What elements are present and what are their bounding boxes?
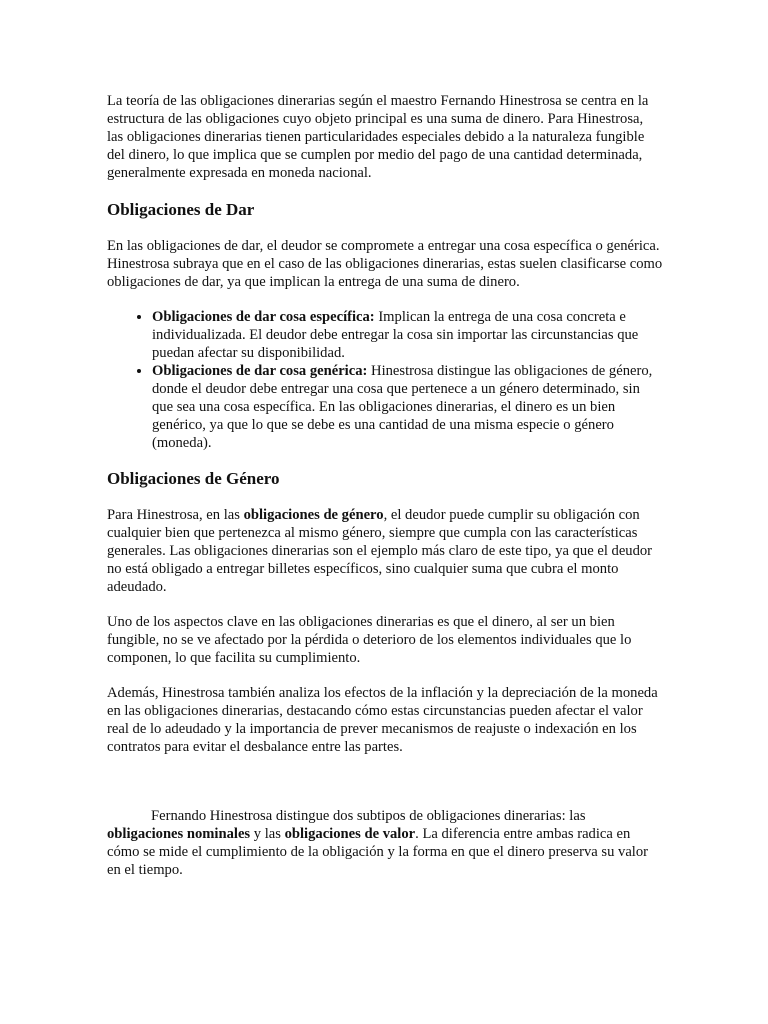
bullet-term: Obligaciones de dar cosa específica:	[152, 309, 375, 325]
text-run: . La diferencia entre ambas radica en cómo se mide el cumplimiento de la obligación y la forma en que el dinero preserva su valor en el tiempo.	[107, 826, 649, 878]
bold-term: obligaciones nominales	[107, 826, 251, 842]
bullet-term: Obligaciones de dar cosa genérica:	[152, 363, 368, 379]
text-run: Fernando Hinestrosa distingue dos subtipos de obligaciones dinerarias: las	[151, 808, 586, 824]
blank-space	[107, 773, 663, 807]
text-run: y las	[250, 826, 285, 842]
dar-paragraph: En las obligaciones de dar, el deudor se compromete a entregar una cosa específica o genérica. Hinestrosa subraya que en el caso de las obligaciones dinerarias, estas suelen clasificarse como obligaciones de dar, ya que implican la entrega de una suma de dinero.	[107, 238, 663, 290]
bold-term: obligaciones de género	[243, 507, 384, 523]
list-item	[152, 308, 663, 362]
text-run: Para Hinestrosa, en las	[107, 507, 244, 523]
heading-obligaciones-de-genero: Obligaciones de Género	[107, 469, 280, 488]
genero-paragraph-2: Uno de los aspectos clave en las obligaciones dinerarias es que el dinero, al ser un bien fungible, no se ve afectado por la pérdida o deterioro de los elementos individuales que lo componen, lo que facilita su cumplimiento.	[107, 614, 632, 666]
bold-term: obligaciones de valor	[284, 826, 416, 842]
genero-paragraph-1	[107, 506, 663, 596]
genero-paragraph-3: Además, Hinestrosa también analiza los efectos de la inflación y la depreciación de la moneda en las obligaciones dinerarias, destacando cómo estas circunstancias pueden afectar el valor real de lo adeudado y la importancia de prever mecanismos de reajuste o indexación en los contratos para evitar el desbalance entre las partes.	[107, 685, 658, 755]
list-item	[152, 362, 663, 452]
intro-paragraph: La teoría de las obligaciones dinerarias según el maestro Fernando Hinestrosa se centra en la estructura de las obligaciones cuyo objeto principal es una suma de dinero. Para Hinestrosa, las obligaciones dinerarias tienen particularidades especiales debido a la naturaleza fungible del dinero, lo que implica que se cumplen por medio del pago de una cantidad determinada, generalmente expresada en moneda nacional.	[107, 93, 649, 181]
text-run: , el deudor puede cumplir su obligación con cualquier bien que pertenezca al mismo género, siempre que cumpla con las características generales. Las obligaciones dinerarias son el ejemplo más claro de este tipo, ya que el deudor no está obligado a entregar billetes específicos, sino cualquier suma que cubra el monto adeudado.	[107, 507, 653, 595]
heading-obligaciones-de-dar: Obligaciones de Dar	[107, 200, 255, 219]
document-page	[107, 92, 663, 896]
dar-bullet-list	[107, 308, 663, 452]
bullet-text: Implican la entrega de una cosa concreta e individualizada. El deudor debe entregar la cosa sin importar las circunstancias que puedan afectar su disponibilidad.	[152, 309, 639, 361]
bullet-text: Hinestrosa distingue las obligaciones de género, donde el deudor debe entregar una cosa que pertenece a un género determinado, sin que sea una cosa específica. En las obligaciones dinerarias, el dinero es un bien genérico, ya que lo que se debe es una cantidad de una misma especie o género (moneda).	[152, 363, 653, 451]
closing-paragraph	[107, 807, 663, 879]
